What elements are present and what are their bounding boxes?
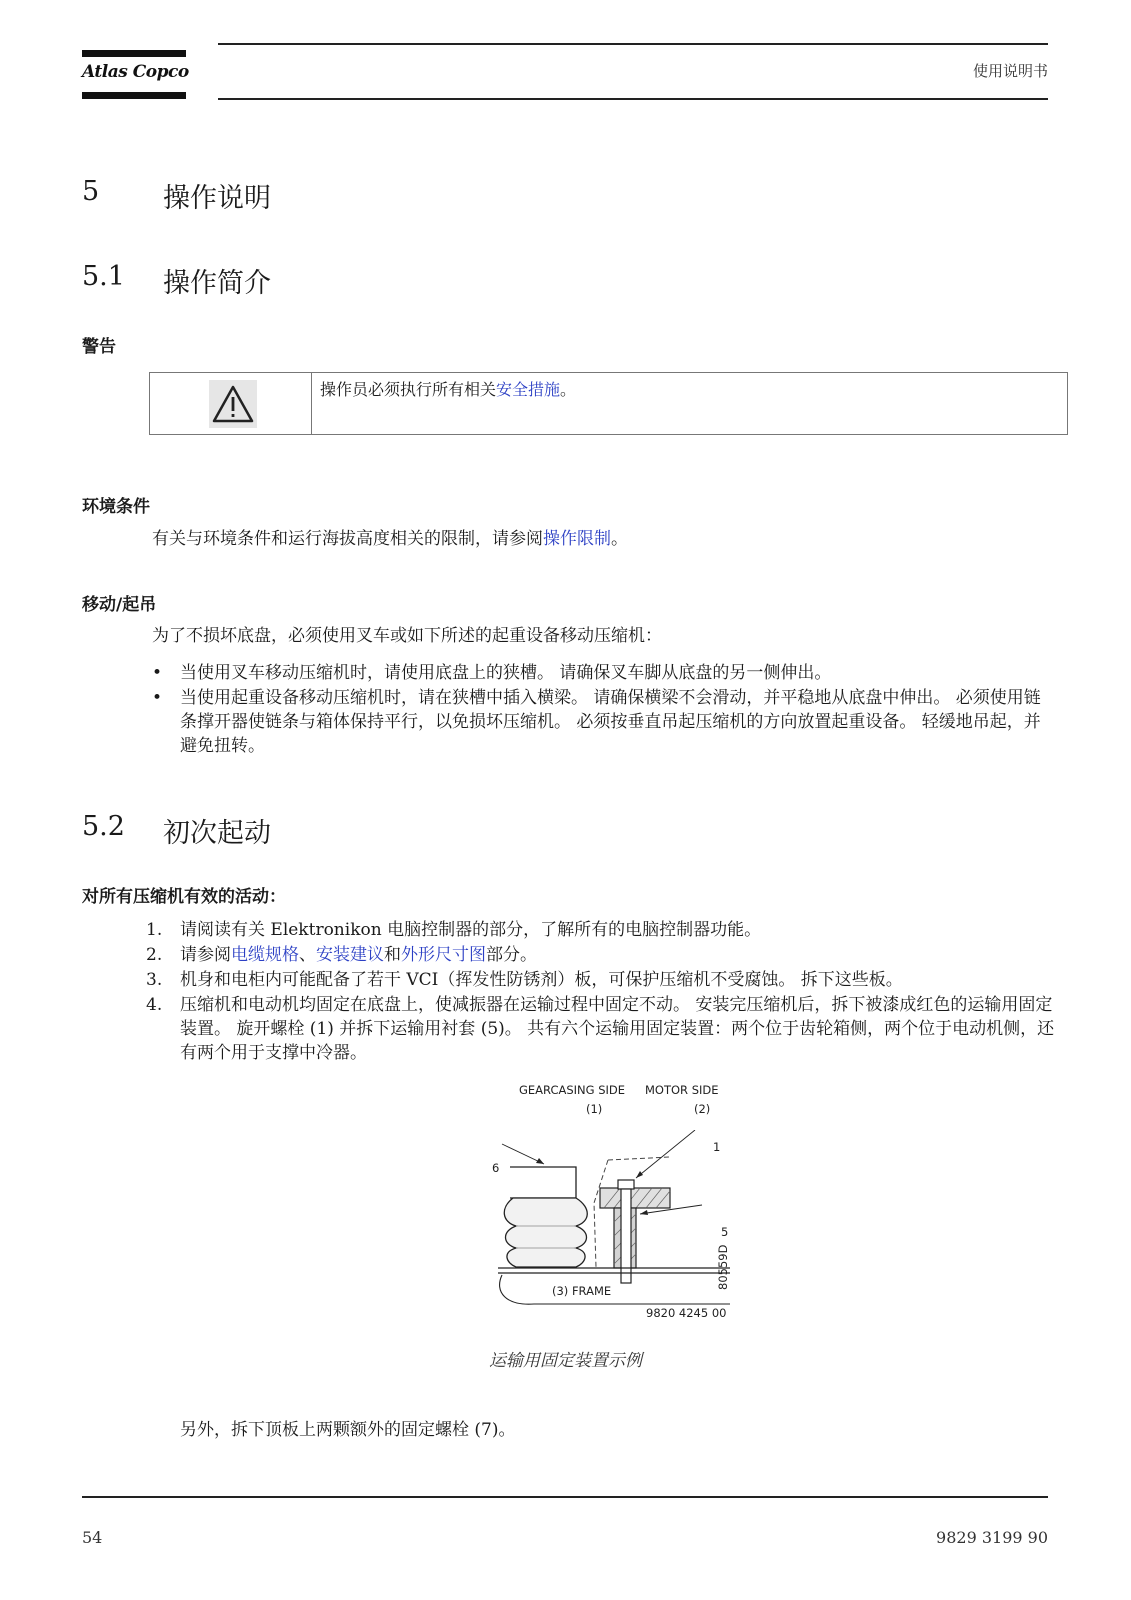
header-title: 使用说明书 [972, 62, 1048, 80]
document-number: 9829 3199 90 [936, 1528, 1048, 1547]
figure-caption: 运输用固定装置示例 [489, 1351, 642, 1371]
logo-text: Atlas Copco [82, 62, 189, 82]
bullet-text: 当使用叉车移动压缩机时，请使用底盘上的狭槽。 请确保叉车脚从底盘的另一侧伸出。 [180, 663, 832, 683]
warning-heading: 警告 [82, 337, 116, 357]
environment-text [152, 527, 628, 551]
warning-box [149, 372, 1068, 435]
environment-text-after: 。 [611, 529, 628, 549]
list-text-post: 部分。 [486, 945, 537, 965]
logo-bar-top [82, 50, 186, 57]
list-text-pre: 请参阅 [180, 945, 231, 965]
list-text: 压缩机和电动机均固定在底盘上，使减振器在运输过程中固定不动。 安装完压缩机后，拆下被漆成红色的运输用固定装置。 旋开螺栓 (1) 并拆下运输用衬套 (5)。 共有六个运输用固定装置：两个位于齿轮箱侧，两个位于电动机侧，还有两个用于支撑中冷器。 [180, 995, 1055, 1063]
activities-heading: 对所有压缩机有效的活动： [82, 887, 286, 907]
warning-icon [209, 380, 257, 428]
warning-text-before: 操作员必须执行所有相关 [320, 380, 497, 399]
cable-size-link[interactable]: 电缆规格 [231, 945, 299, 965]
bullet-text: 当使用起重设备移动压缩机时，请在狭槽中插入横梁。 请确保横梁不会滑动，并平稳地从底盘中伸出。 必须使用链条撑开器使链条与箱体保持平行，以免损坏压缩机。 必须按垂直吊起压缩机的方向放置起重设备。 轻缓地吊起，并避免扭转。 [180, 688, 1041, 756]
gearcasing-side-number: (1) [586, 1102, 603, 1116]
callout-6: 6 [492, 1161, 500, 1175]
footer-rule [82, 1496, 1048, 1498]
section-5-2-title: 初次起动 [163, 818, 271, 849]
list-text: 机身和电柜内可能配备了若干 VCI（挥发性防锈剂）板，可保护压缩机不受腐蚀。 拆下这些板。 [180, 970, 903, 990]
section-5-1-title: 操作简介 [163, 268, 271, 299]
extra-note: 另外，拆下顶板上两颗额外的固定螺栓 (7)。 [180, 1420, 516, 1440]
warning-text [320, 378, 576, 402]
list-text [180, 943, 1060, 967]
gearcasing-side-label: GEARCASING SIDE [519, 1083, 626, 1097]
page-number: 54 [82, 1528, 103, 1547]
header-rule-bottom [218, 98, 1048, 100]
installation-proposal-link[interactable]: 安装建议 [316, 945, 384, 965]
environment-heading: 环境条件 [82, 497, 150, 517]
list-number: 4. [146, 995, 163, 1015]
moving-intro: 为了不损坏底盘，必须使用叉车或如下所述的起重设备移动压缩机： [152, 626, 662, 646]
header-rule-top [218, 43, 1048, 45]
callout-1: 1 [713, 1140, 721, 1154]
section-5-title: 操作说明 [163, 183, 271, 214]
safety-link[interactable]: 安全措施 [496, 380, 561, 399]
dimension-drawings-link[interactable]: 外形尺寸图 [401, 945, 486, 965]
list-number: 2. [146, 945, 163, 965]
list-text: 请阅读有关 Elektronikon 电脑控制器的部分，了解所有的电脑控制器功能。 [180, 920, 762, 940]
bullet-mark: • [152, 663, 163, 683]
environment-text-before: 有关与环境条件和运行海拔高度相关的限制，请参阅 [152, 529, 543, 549]
section-5-2-number: 5.2 [82, 811, 125, 842]
transport-fixture-drawing [480, 1130, 760, 1330]
warning-text-after: 。 [560, 380, 577, 399]
operating-limits-link[interactable]: 操作限制 [543, 529, 611, 549]
logo-bar-bottom [82, 92, 186, 99]
motor-side-label: MOTOR SIDE [645, 1083, 719, 1097]
motor-side-number: (2) [694, 1102, 711, 1116]
list-text-sep2: 和 [384, 945, 401, 965]
part-number-label: 9820 4245 00 [646, 1306, 727, 1320]
list-number: 3. [146, 970, 163, 990]
list-text-sep1: 、 [299, 945, 316, 965]
frame-label: (3) FRAME [552, 1284, 612, 1298]
bullet-mark: • [152, 688, 163, 708]
list-number: 1. [146, 920, 163, 940]
warning-divider [311, 373, 312, 434]
section-5-number: 5 [82, 176, 100, 207]
moving-heading: 移动/起吊 [82, 595, 157, 615]
drawing-id-label: 80559D [716, 1244, 730, 1290]
callout-5: 5 [721, 1225, 729, 1239]
section-5-1-number: 5.1 [82, 261, 125, 292]
